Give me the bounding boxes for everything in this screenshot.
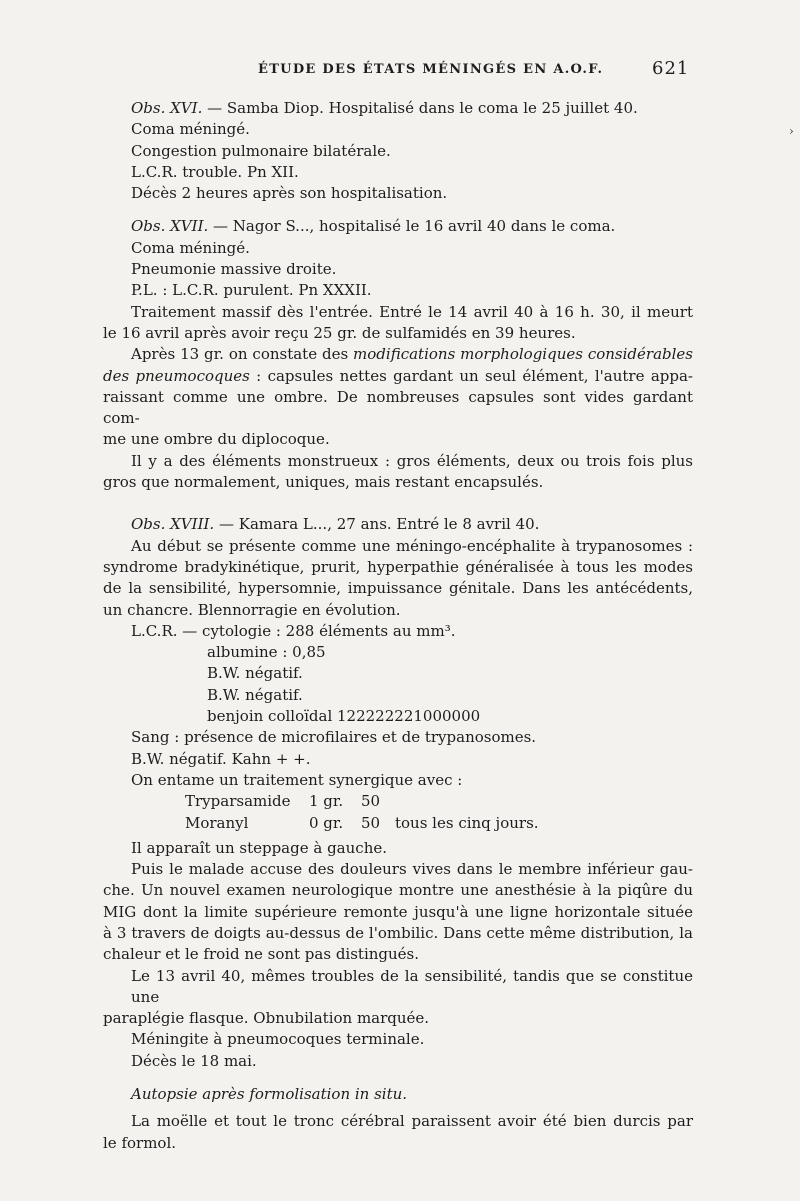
text-line: Congestion pulmonaire bilatérale. xyxy=(131,141,391,160)
text-line: Le 13 avril 40, mêmes troubles de la sensibilité, tandis que se constitue une xyxy=(131,966,693,1006)
text-line: le formol. xyxy=(103,1133,177,1152)
text-line: Coma méningé. xyxy=(131,238,250,257)
text-line: L.C.R. trouble. Pn XII. xyxy=(131,162,299,181)
text-line: raissant comme une ombre. De nombreuses capsules sont vides gardant com- xyxy=(103,387,693,428)
obs18-heading: Obs. XVIII. — Kamara L..., 27 ans. Entré le 8 avril 40. xyxy=(131,515,540,534)
text-line: B.W. négatif. Kahn + +. xyxy=(131,749,311,768)
drug-row xyxy=(115,813,693,834)
text-line: che. Un nouvel examen neurologique montre une anesthésie à la piqûre du xyxy=(103,881,693,900)
drug-name: Tryparsamide xyxy=(185,792,291,811)
lcr-line: L.C.R. — cytologie : 288 éléments au mm³. xyxy=(131,621,456,640)
obs16-heading: Obs. XVI. — Samba Diop. Hospitalisé dans le coma le 25 juillet 40. xyxy=(131,99,638,117)
text-line: un chancre. Blennorragie en évolution. xyxy=(103,600,401,619)
obs17-label: Obs. XVII. xyxy=(131,217,209,236)
text-line: Décès le 18 mai. xyxy=(131,1051,257,1070)
running-title: ÉTUDE DES ÉTATS MÉNINGÉS EN A.O.F. xyxy=(258,62,604,77)
obs16-label: Obs. XVI. xyxy=(131,99,203,117)
text-line: Il y a des éléments monstrueux : gros éléments, deux ou trois fois plus xyxy=(131,451,693,470)
text-line: Méningite à pneumocoques terminale. xyxy=(131,1030,425,1049)
text-line: Au début se présente comme une méningo-encéphalite à trypanosomes : xyxy=(131,536,693,555)
article-body xyxy=(103,98,693,1154)
drug-note: tous les cinq jours. xyxy=(395,813,539,832)
text-line: Coma méningé. xyxy=(131,120,250,139)
drug-dose: 1 gr. xyxy=(309,792,344,811)
text-line: Pneumonie massive droite. xyxy=(131,260,337,279)
text-line: Décès 2 heures après son hospitalisation. xyxy=(131,184,448,203)
text-line: paraplégie flasque. Obnubilation marquée. xyxy=(103,1009,430,1028)
text-line: Il apparaît un steppage à gauche. xyxy=(131,838,387,857)
text-line: MIG dont la limite supérieure remonte jusqu'à une ligne horizontale située xyxy=(103,902,693,921)
text-line: à 3 travers de doigts au-dessus de l'ombilic. Dans cette même distribution, la xyxy=(103,923,693,942)
autopsy-heading: Autopsie après formolisation in situ. xyxy=(131,1085,408,1104)
text-line: des pneumocoques : capsules nettes gardant un seul élément, l'autre appa- xyxy=(103,366,693,385)
drug-dose: 0 gr. xyxy=(309,813,344,832)
drug-row xyxy=(115,791,693,812)
lcr-line: B.W. négatif. xyxy=(207,664,303,683)
lcr-line: B.W. négatif. xyxy=(207,685,303,704)
lcr-line: benjoin colloïdal 122222221000000 xyxy=(207,707,481,726)
text-line: La moëlle et tout le tronc cérébral paraissent avoir été bien durcis par xyxy=(131,1112,693,1131)
margin-mark: › xyxy=(789,124,794,138)
text-line: P.L. : L.C.R. purulent. Pn XXXII. xyxy=(131,281,372,300)
drug-value: 50 xyxy=(361,792,381,811)
obs18-label: Obs. XVIII. xyxy=(131,515,215,534)
text-line: chaleur et le froid ne sont pas distingués. xyxy=(103,945,420,964)
running-header xyxy=(0,60,800,86)
text-line: Sang : présence de microfilaires et de trypanosomes. xyxy=(131,728,537,747)
text-line: gros que normalement, uniques, mais restant encapsulés. xyxy=(103,473,544,492)
text-line: me une ombre du diplocoque. xyxy=(103,430,330,449)
drug-name: Moranyl xyxy=(185,813,249,832)
text-line: de la sensibilité, hypersomnie, impuissance génitale. Dans les antécédents, xyxy=(103,579,693,598)
text-line: syndrome bradykinétique, prurit, hyperpathie généralisée à tous les modes xyxy=(103,557,693,576)
lcr-line: albumine : 0,85 xyxy=(207,643,326,662)
page-number: 621 xyxy=(652,58,690,79)
text-line: Traitement massif dès l'entrée. Entré le 14 avril 40 à 16 h. 30, il meurt xyxy=(131,302,693,321)
drug-value: 50 xyxy=(361,813,381,832)
text-line: Après 13 gr. on constate des modifications morphologiques considérables xyxy=(131,345,693,364)
obs17-heading: Obs. XVII. — Nagor S..., hospitalisé le 16 avril 40 dans le coma. xyxy=(131,217,616,236)
text-line: le 16 avril après avoir reçu 25 gr. de sulfamidés en 39 heures. xyxy=(103,323,576,342)
text-line: Puis le malade accuse des douleurs vives dans le membre inférieur gau- xyxy=(131,860,693,879)
text-line: On entame un traitement synergique avec : xyxy=(131,770,463,789)
